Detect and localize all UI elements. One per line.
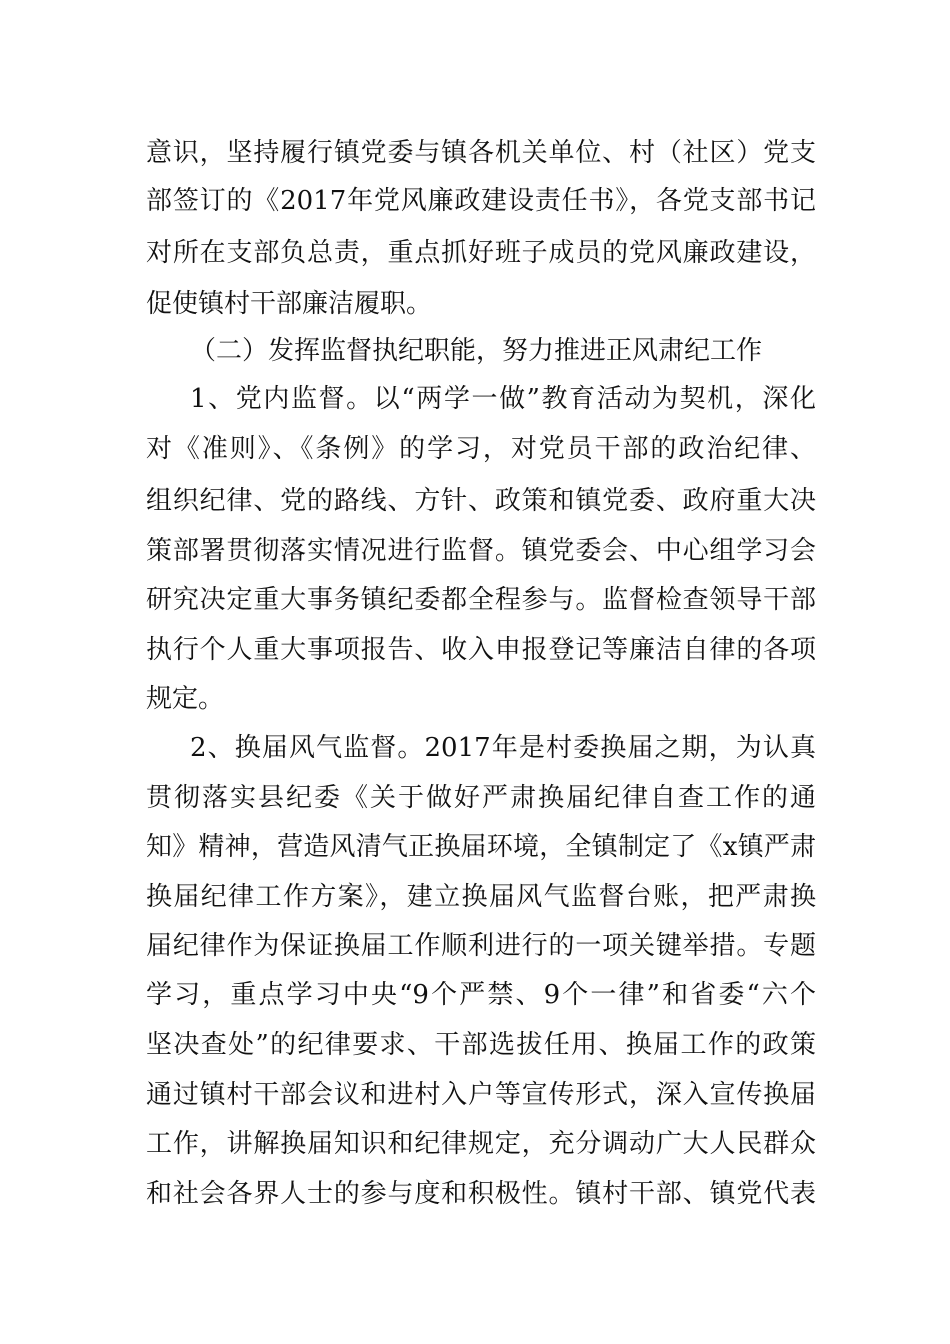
text-line: 坚决查处”的纪律要求、干部选拔任用、换届工作的政策 (146, 1030, 816, 1060)
text-line: 意识，坚持履行镇党委与镇各机关单位、村（社区）党支 (146, 138, 816, 168)
text-line: 工作，讲解换届知识和纪律规定，充分调动广大人民群众 (146, 1129, 816, 1159)
text-line: 执行个人重大事项报告、收入申报登记等廉洁自律的各项 (146, 635, 816, 665)
text-line: 和社会各界人士的参与度和积极性。镇村干部、镇党代表 (146, 1179, 816, 1209)
text-line: 组织纪律、党的路线、方针、政策和镇党委、政府重大决 (146, 486, 816, 516)
text-line: 对所在支部负总责，重点抓好班子成员的党风廉政建设， (146, 238, 816, 268)
text-line: 对《准则》、《条例》的学习，对党员干部的政治纪律、 (146, 434, 816, 464)
text-line: 贯彻落实县纪委《关于做好严肃换届纪律自查工作的通 (146, 783, 816, 813)
text-line: 研究决定重大事务镇纪委都全程参与。监督检查领导干部 (146, 585, 816, 615)
text-line: 策部署贯彻落实情况进行监督。镇党委会、中心组学习会 (146, 536, 816, 566)
text-line: 促使镇村干部廉洁履职。 (146, 289, 433, 319)
text-line: 学习，重点学习中央“9个严禁、9个一律”和省委“六个 (146, 980, 816, 1010)
text-line: 规定。 (146, 684, 225, 714)
section-heading: （二）发挥监督执纪职能，努力推进正风肃纪工作 (190, 336, 763, 366)
text-line: 通过镇村干部会议和进村入户等宣传形式，深入宣传换届 (146, 1080, 816, 1110)
text-line: 知》精神，营造风清气正换届环境，全镇制定了《x镇严肃 (146, 832, 816, 862)
text-line: 部签订的《2017年党风廉政建设责任书》，各党支部书记 (146, 186, 816, 216)
text-line: 换届纪律工作方案》，建立换届风气监督台账，把严肃换 (146, 882, 816, 912)
text-line: 2、换届风气监督。2017年是村委换届之期，为认真 (190, 733, 816, 763)
text-line: 1、党内监督。以“两学一做”教育活动为契机，深化 (190, 384, 816, 414)
text-line: 届纪律作为保证换届工作顺利进行的一项关键举措。专题 (146, 931, 816, 961)
